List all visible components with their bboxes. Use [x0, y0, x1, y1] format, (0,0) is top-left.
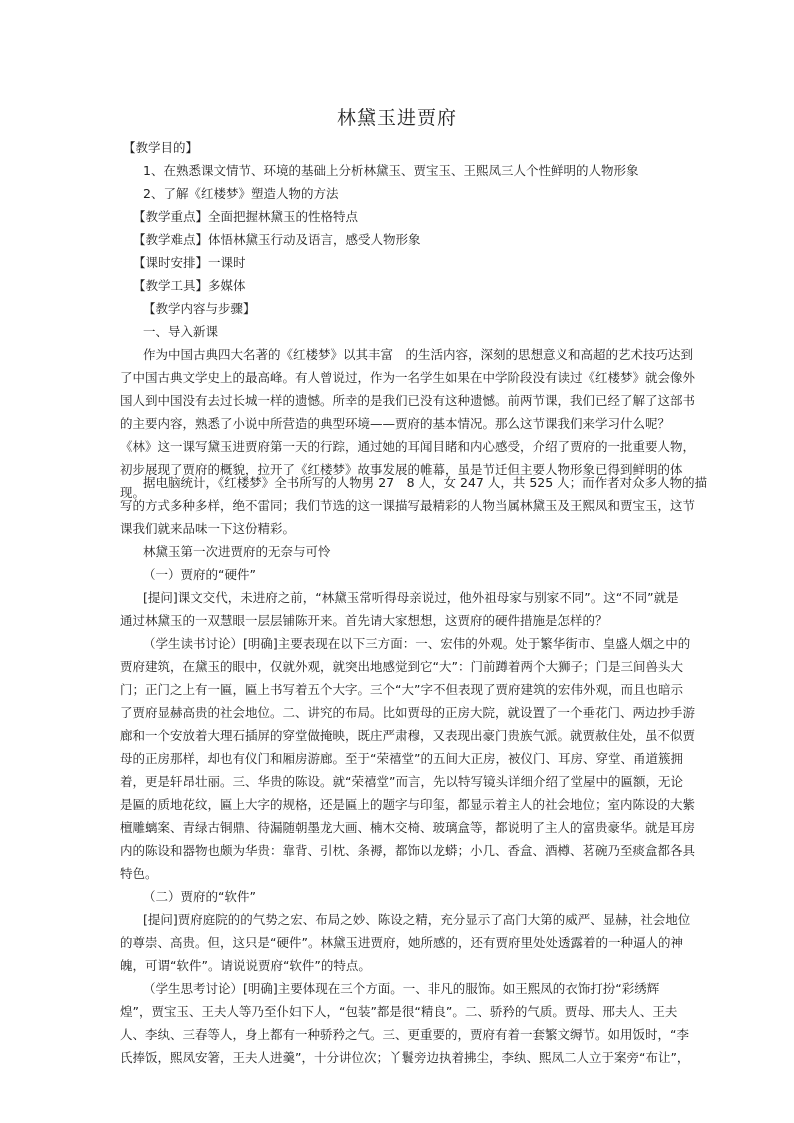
paragraph-line: （学生思考讨论）[明确]主要体现在三个方面。一、非凡的服饰。如王熙凤的衣饰打扮“彩绣辉	[143, 981, 660, 996]
document-title: 林黛玉进贾府	[336, 107, 457, 129]
paragraph-line: 特色。	[120, 866, 158, 881]
paragraph-line: 《林》这一课写黛玉进贾府第一天的行踪，通过她的耳闻目睹和内心感受，介绍了贾府的一批重要人物，	[120, 439, 696, 454]
objective-item-1: 1、在熟悉课文情节、环境的基础上分析林黛玉、贾宝玉、王熙凤三人个性鲜明的人物形象	[143, 163, 639, 178]
subheading-first-visit: 林黛玉第一次进贾府的无奈与可怜	[143, 544, 331, 559]
objective-item-2: 2、了解《红楼梦》塑造人物的方法	[143, 186, 339, 201]
subheading-software: （二）贾府的“软件”	[143, 889, 256, 904]
paragraph-line: 人、李纨、三春等人，身上都有一种骄矜之气。三、更重要的，贾府有着一套繁文缛节。如用饭时，“李	[120, 1027, 689, 1042]
paragraph-line: 了中国古典文学史上的最高峰。有人曾说过，作为一名学生如果在中学阶段没有读过《红楼梦》就会像外	[120, 370, 696, 385]
paragraph-line: 魄，可谓“软件”。请说说贾府“软件”的特点。	[120, 958, 371, 973]
paragraph-line: 母的正房那样，却也有仪门和厢房游廊。至于“荣禧堂”的五间大正房，被仪门、耳房、穿堂、甬道簇拥	[120, 751, 683, 766]
paragraph-line: 廊和一个安放着大理石插屏的穿堂做掩映，既庄严肃穆，又表现出豪门贵族气派。就贾赦住处，虽不似贾	[120, 728, 696, 743]
paragraph-line: 着，更是轩昂壮丽。三、华贵的陈设。就“荣禧堂”而言，先以特写镜头详细介绍了堂屋中的匾额，无论	[120, 774, 683, 789]
paragraph-line: 是匾的质地花纹，匾上大字的规格，还是匾上的题字与印玺，都显示着主人的社会地位；室内陈设的大紫	[120, 797, 696, 812]
paragraph-line: 据电脑统计，《红楼梦》全书所写的人物男 27 8 人，女 247 人，共 525 人；而作者对众多人物的描	[143, 475, 708, 490]
teaching-tools: 【教学工具】多媒体	[133, 278, 246, 293]
paragraph-line: 内的陈设和器物也颇为华贵：靠背、引枕、条褥，都饰以龙蟒；小几、香盒、酒樽、茗碗乃至痰盒都各具	[120, 843, 696, 858]
paragraph-line: 贾府建筑，在黛玉的眼中，仅就外观，就突出地感觉到它“大”：门前蹲着两个大狮子；门是三间兽头大	[120, 659, 683, 674]
paragraph-line: [提问]课文交代，未进府之前，“林黛玉常听得母亲说过，他外祖母家与别家不同”。这“不同”就是	[143, 590, 679, 605]
class-hours: 【课时安排】一课时	[133, 255, 246, 270]
paragraph-line: 国人到中国没有去过长城一样的遗憾。所幸的是我们已没有这种遗憾。前两节课，我们已经了解了这部书	[120, 393, 696, 408]
paragraph-line: 作为中国古典四大名著的《红楼梦》以其丰富 的生活内容，深刻的思想意义和高超的艺术技巧达到	[143, 347, 694, 362]
paragraph-line: 的主要内容，熟悉了小说中所营造的典型环境——贾府的基本情况。那么这节课我们来学习什么呢？	[120, 416, 671, 431]
subheading-hardware: （一）贾府的“硬件”	[143, 567, 256, 582]
paragraph-line: 课我们就来品味一下这份精彩。	[120, 521, 296, 536]
paragraph-line: 现。	[120, 485, 146, 500]
paragraph-line: 檀雕螭案、青绿古铜鼎、待漏随朝墨龙大画、楠木交椅、玻璃盒等，都说明了主人的富贵豪华。就是耳房	[120, 820, 696, 835]
paragraph-line: 煌”，贾宝玉、王夫人等乃至仆妇下人，“包装”都是很“精良”。二、骄矜的气质。贾母、邢夫人、王夫	[120, 1004, 678, 1019]
paragraph-line: 氏捧饭，熙凤安箸，王夫人进羹”，十分讲位次；丫鬟旁边执着拂尘，李纨、熙凤二人立于案旁“布让”，	[120, 1050, 690, 1065]
key-point: 【教学重点】全面把握林黛玉的性格特点	[133, 209, 359, 224]
difficult-point: 【教学难点】体悟林黛玉行动及语言，感受人物形象	[133, 232, 421, 247]
paragraph-line: 了贾府显赫高贵的社会地位。二、讲究的布局。比如贾母的正房大院，就设置了一个垂花门、两边抄手游	[120, 705, 696, 720]
section-heading-steps: 【教学内容与步骤】	[143, 301, 256, 316]
paragraph-line: 的尊崇、高贵。但，这只是“硬件”。林黛玉进贾府，她所感的，还有贾府里处处透露着的一种逼人的神	[120, 935, 683, 950]
paragraph-line: （学生读书讨论）[明确]主要表现在以下三方面：一、宏伟的外观。处于繁华街市、皇盛人烟之中的	[143, 636, 691, 651]
paragraph-line: 写的方式多种多样，绝不雷同；我们节选的这一课描写最精彩的人物当属林黛玉及王熙凤和贾宝玉，这节	[120, 498, 696, 513]
paragraph-line: 初步展现了贾府的概貌，拉开了《红楼梦》故事发展的帷幕，虽是节迁但主要人物形象已得到鲜明的体	[120, 462, 683, 477]
section-heading-objectives: 【教学目的】	[123, 140, 199, 155]
subheading-intro: 一、导入新课	[143, 324, 219, 339]
paragraph-line: [提问]贾府庭院的的气势之宏、布局之妙、陈设之精，充分显示了高门大第的威严、显赫，社会地位	[143, 912, 691, 927]
paragraph-line: 通过林黛玉的一双慧眼一层层铺陈开来。首先请大家想想，这贾府的硬件措施是怎样的？	[120, 613, 608, 628]
paragraph-line: 门；正门之上有一匾，匾上书写着五个大字。三个“大”字不但表现了贾府建筑的宏伟外观，而且也暗示	[120, 682, 683, 697]
